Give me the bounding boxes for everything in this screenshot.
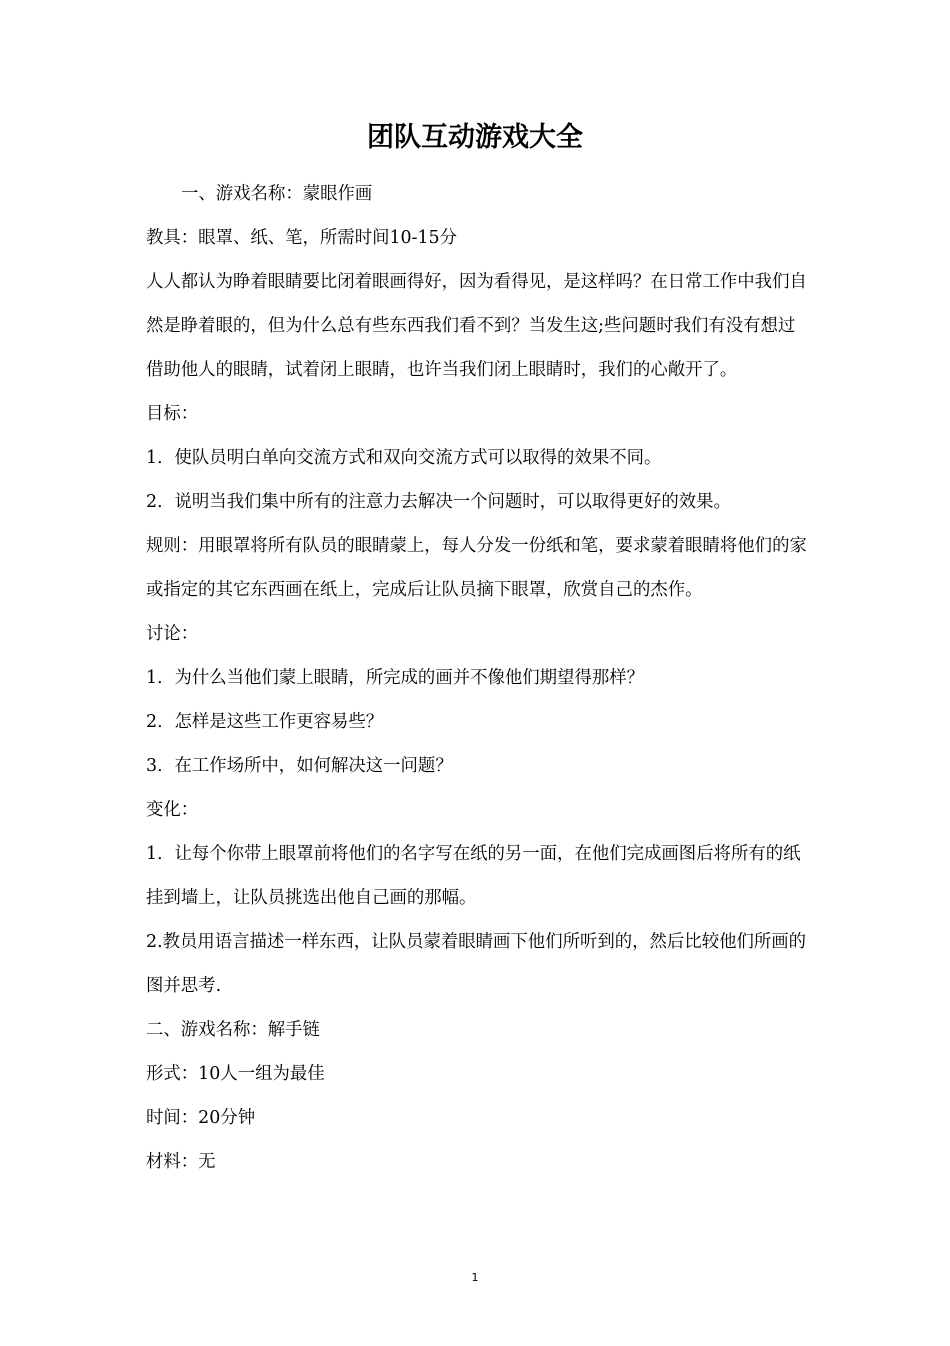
discussion-item: 1．为什么当他们蒙上眼睛，所完成的画并不像他们期望得那样？ bbox=[146, 668, 645, 688]
format-line: 形式：10人一组为最佳 bbox=[146, 1064, 325, 1084]
section-heading-1: 一、游戏名称：蒙眼作画 bbox=[181, 184, 373, 204]
document-body bbox=[146, 172, 811, 1184]
time-line: 时间：20分钟 bbox=[146, 1108, 256, 1128]
page-number: 1 bbox=[471, 1271, 479, 1284]
goal-item: 1．使队员明白单向交流方式和双向交流方式可以取得的效果不同。 bbox=[146, 448, 662, 468]
document-title: 团队互动游戏大全 bbox=[367, 122, 583, 153]
materials-line-2: 材料：无 bbox=[146, 1152, 216, 1172]
variation-item: 2.教员用语言描述一样东西，让队员蒙着眼睛画下他们所听到的，然后比较他们所画的图并思考. bbox=[146, 932, 807, 996]
intro-paragraph: 人人都认为睁着眼睛要比闭着眼画得好，因为看得见，是这样吗？在日常工作中我们自然是睁着眼的，但为什么总有些东西我们看不到？当发生这;些问题时我们有没有想过借助他人的眼睛，试着闭上眼睛，也许当我们闭上眼睛时，我们的心敞开了。 bbox=[146, 272, 807, 380]
discussion-item: 3．在工作场所中，如何解决这一问题？ bbox=[146, 756, 453, 776]
goal-item: 2．说明当我们集中所有的注意力去解决一个问题时，可以取得更好的效果。 bbox=[146, 492, 731, 512]
variation-item: 1．让每个你带上眼罩前将他们的名字写在纸的另一面，在他们完成画图后将所有的纸挂到墙上，让队员挑选出他自己画的那幅。 bbox=[146, 844, 801, 908]
discussion-heading: 讨论： bbox=[146, 624, 199, 644]
goals-heading: 目标： bbox=[146, 404, 199, 424]
variation-heading: 变化： bbox=[146, 800, 199, 820]
materials-line: 教具：眼罩、纸、笔，所需时间10-15分 bbox=[146, 228, 457, 248]
section-heading-2: 二、游戏名称：解手链 bbox=[146, 1020, 320, 1040]
discussion-item: 2．怎样是这些工作更容易些？ bbox=[146, 712, 384, 732]
rules-paragraph: 规则：用眼罩将所有队员的眼睛蒙上，每人分发一份纸和笔，要求蒙着眼睛将他们的家或指定的其它东西画在纸上，完成后让队员摘下眼罩，欣赏自己的杰作。 bbox=[146, 536, 807, 600]
